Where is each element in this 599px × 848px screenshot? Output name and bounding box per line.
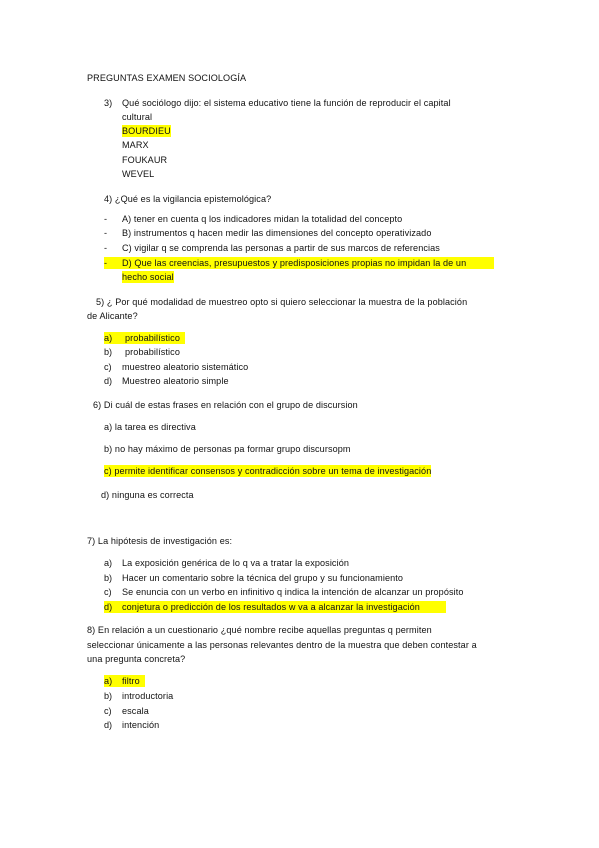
q7-option-a: La exposición genérica de lo q va a tratar la exposición: [122, 558, 350, 568]
q4-bullet-c: -: [104, 243, 108, 253]
q6-option-d: d) ninguna es correcta: [101, 490, 194, 500]
q3-option-4: WEVEL: [122, 169, 155, 179]
q4-bullet-b: -: [104, 228, 108, 238]
q5-question-line1: 5) ¿ Por qué modalidad de muestreo opto si quiero seleccionar la muestra de la población: [96, 297, 468, 307]
q5-option-a-correct: probabilístico: [125, 333, 180, 343]
q4-option-d-continuation: hecho social: [122, 272, 174, 282]
q6-option-c-correct: c) permite identificar consensos y contradicción sobre un tema de investigación: [104, 466, 432, 476]
page-title: PREGUNTAS EXAMEN SOCIOLOGÍA: [87, 73, 247, 83]
q3-number: 3): [104, 98, 113, 108]
q4-bullet-a: -: [104, 214, 108, 224]
q7-letter-b: b): [104, 573, 113, 583]
q4-option-d-row: [104, 257, 494, 269]
q4-question: 4) ¿Qué es la vigilancia epistemológica?: [104, 194, 272, 204]
q8-option-a-correct: filtro: [122, 676, 140, 686]
q5-option-d: Muestreo aleatorio simple: [122, 376, 229, 386]
q8-question-line1: 8) En relación a un cuestionario ¿qué nombre recibe aquellas preguntas q permiten: [87, 625, 432, 635]
q7-option-b: Hacer un comentario sobre la técnica del grupo y su funcionamiento: [122, 573, 404, 583]
q8-letter-d: d): [104, 720, 113, 730]
q5-option-a-row: [104, 332, 185, 344]
q5-letter-d: d): [104, 376, 113, 386]
q4-option-d-correct: D) Que las creencias, presupuestos y predisposiciones propias no impidan la de un: [122, 258, 467, 268]
q8-option-a-row: [104, 675, 145, 687]
q8-question-line3: una pregunta concreta?: [87, 654, 186, 664]
q8-letter-a: a): [104, 676, 113, 686]
q3-option-1-correct: BOURDIEU: [122, 126, 171, 136]
q4-option-a: A) tener en cuenta q los indicadores midan la totalidad del concepto: [122, 214, 403, 224]
q7-option-d-correct: conjetura o predicción de los resultados w va a alcanzar la investigación: [122, 602, 420, 612]
q7-letter-a: a): [104, 558, 113, 568]
q7-option-d-row: [104, 601, 446, 613]
q4-option-c: C) vigilar q se comprenda las personas a partir de sus marcos de referencias: [122, 243, 440, 253]
q3-question-line1: Qué sociólogo dijo: el sistema educativo tiene la función de reproducir el capital: [122, 98, 451, 108]
q8-question-line2: seleccionar únicamente a las personas relevantes dentro de la muestra que deben contestar a: [87, 640, 477, 650]
q6-option-b: b) no hay máximo de personas pa formar grupo discursopm: [104, 444, 351, 454]
q7-letter-d: d): [104, 602, 113, 612]
q8-letter-b: b): [104, 691, 113, 701]
q7-question: 7) La hipótesis de investigación es:: [87, 536, 233, 546]
q6-option-a: a) la tarea es directiva: [104, 422, 196, 432]
q5-option-b: probabilístico: [125, 347, 180, 357]
q4-option-b: B) instrumentos q hacen medir las dimensiones del concepto operativizado: [122, 228, 432, 238]
q5-letter-b: b): [104, 347, 113, 357]
q5-option-c: muestreo aleatorio sistemático: [122, 362, 249, 372]
q8-option-d: intención: [122, 720, 160, 730]
q5-letter-c: c): [104, 362, 112, 372]
q8-option-b: introductoria: [122, 691, 174, 701]
q3-option-3: FOUKAUR: [122, 155, 168, 165]
q6-question: 6) Di cuál de estas frases en relación con el grupo de discursion: [93, 400, 358, 410]
q3-option-2: MARX: [122, 140, 149, 150]
q4-bullet-d: -: [104, 258, 108, 268]
q8-option-c: escala: [122, 706, 149, 716]
q8-letter-c: c): [104, 706, 112, 716]
q7-option-c: Se enuncia con un verbo en infinitivo q indica la intención de alcanzar un propósito: [122, 587, 464, 597]
q3-question-line2: cultural: [122, 112, 153, 122]
q5-question-line2: de Alicante?: [87, 311, 138, 321]
q7-letter-c: c): [104, 587, 112, 597]
q5-letter-a: a): [104, 333, 113, 343]
